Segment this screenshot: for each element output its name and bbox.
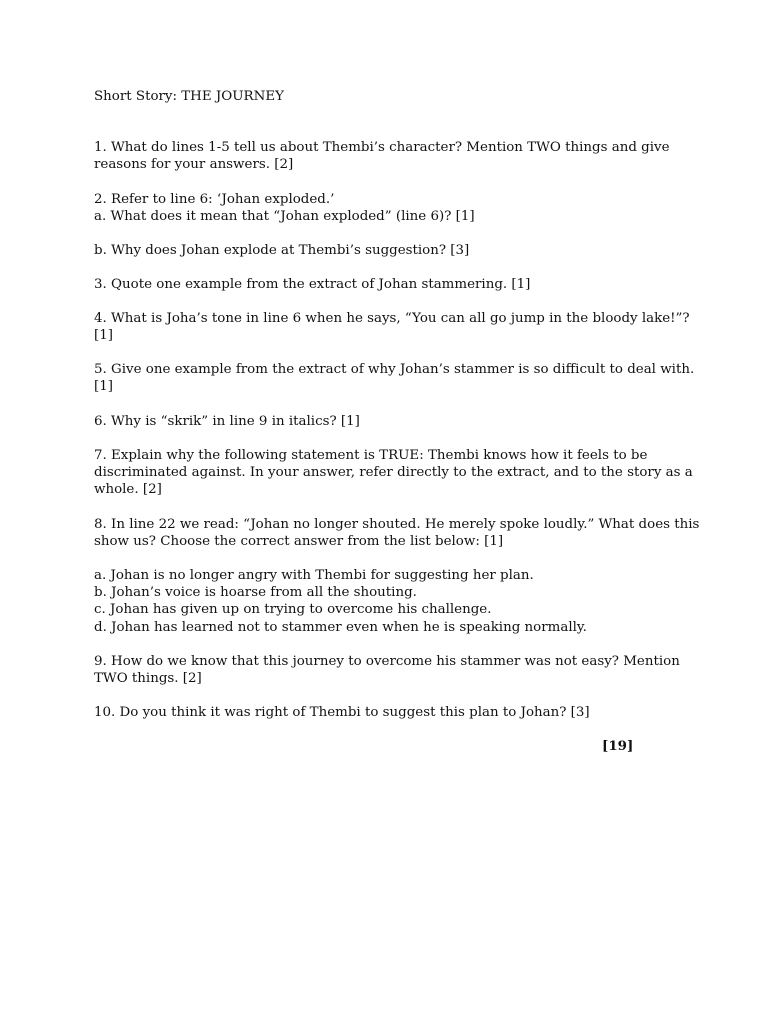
question-5 (94, 361, 694, 395)
question-6-text: 6. Why is “skrik” in line 9 in italics? [1] (94, 414, 360, 429)
question-8-options (94, 567, 694, 636)
question-8 (94, 516, 700, 550)
question-8-line-2: show us? Choose the correct answer from the list below: [1] (94, 534, 504, 550)
question-4 (94, 310, 694, 344)
question-2b (94, 242, 694, 259)
question-9-line-1: 9. How do we know that this journey to overcome his stammer was not easy? Mention (94, 654, 680, 669)
question-2-line-1: 2. Refer to line 6: ‘Johan exploded.’ (94, 192, 335, 207)
total-marks: [19] (602, 738, 634, 754)
question-7-line-2: discriminated against. In your answer, refer directly to the extract, and to the story as a (94, 465, 693, 481)
option-b: b. Johan’s voice is hoarse from all the shouting. (94, 585, 417, 601)
worksheet-page (94, 88, 700, 754)
question-1-line-1: 1. What do lines 1-5 tell us about Thembi’s character? Mention TWO things and give (94, 140, 670, 155)
question-7-line-3: whole. [2] (94, 482, 162, 498)
option-c: c. Johan has given up on trying to overcome his challenge. (94, 602, 492, 618)
question-10-text: 10. Do you think it was right of Thembi to suggest this plan to Johan? [3] (94, 705, 590, 720)
question-2a: a. What does it mean that “Johan exploded” (line 6)? [1] (94, 209, 475, 225)
question-4-line-1: 4. What is Joha’s tone in line 6 when he says, “You can all go jump in the bloody lake!”? (94, 311, 690, 326)
question-1 (94, 139, 694, 173)
question-6 (94, 413, 694, 430)
question-3 (94, 276, 694, 293)
question-2b-text: b. Why does Johan explode at Thembi’s suggestion? [3] (94, 243, 470, 258)
question-5-line-2: [1] (94, 379, 113, 395)
question-2 (94, 191, 694, 225)
question-9 (94, 653, 694, 687)
question-7-line-1: 7. Explain why the following statement is TRUE: Thembi knows how it feels to be (94, 448, 648, 463)
option-d: d. Johan has learned not to stammer even when he is speaking normally. (94, 619, 587, 635)
question-1-line-2: reasons for your answers. [2] (94, 157, 294, 173)
question-7 (94, 447, 694, 499)
question-9-line-2: TWO things. [2] (94, 671, 202, 687)
option-a: a. Johan is no longer angry with Thembi for suggesting her plan. (94, 568, 534, 583)
document-title: Short Story: THE JOURNEY (94, 89, 284, 104)
question-10 (94, 704, 694, 721)
question-8-line-1: 8. In line 22 we read: “Johan no longer shouted. He merely spoke loudly.” What does this (94, 517, 700, 532)
question-3-text: 3. Quote one example from the extract of Johan stammering. [1] (94, 277, 531, 292)
question-5-line-1: 5. Give one example from the extract of why Johan’s stammer is so difficult to deal with. (94, 362, 695, 377)
question-4-line-2: [1] (94, 328, 113, 344)
